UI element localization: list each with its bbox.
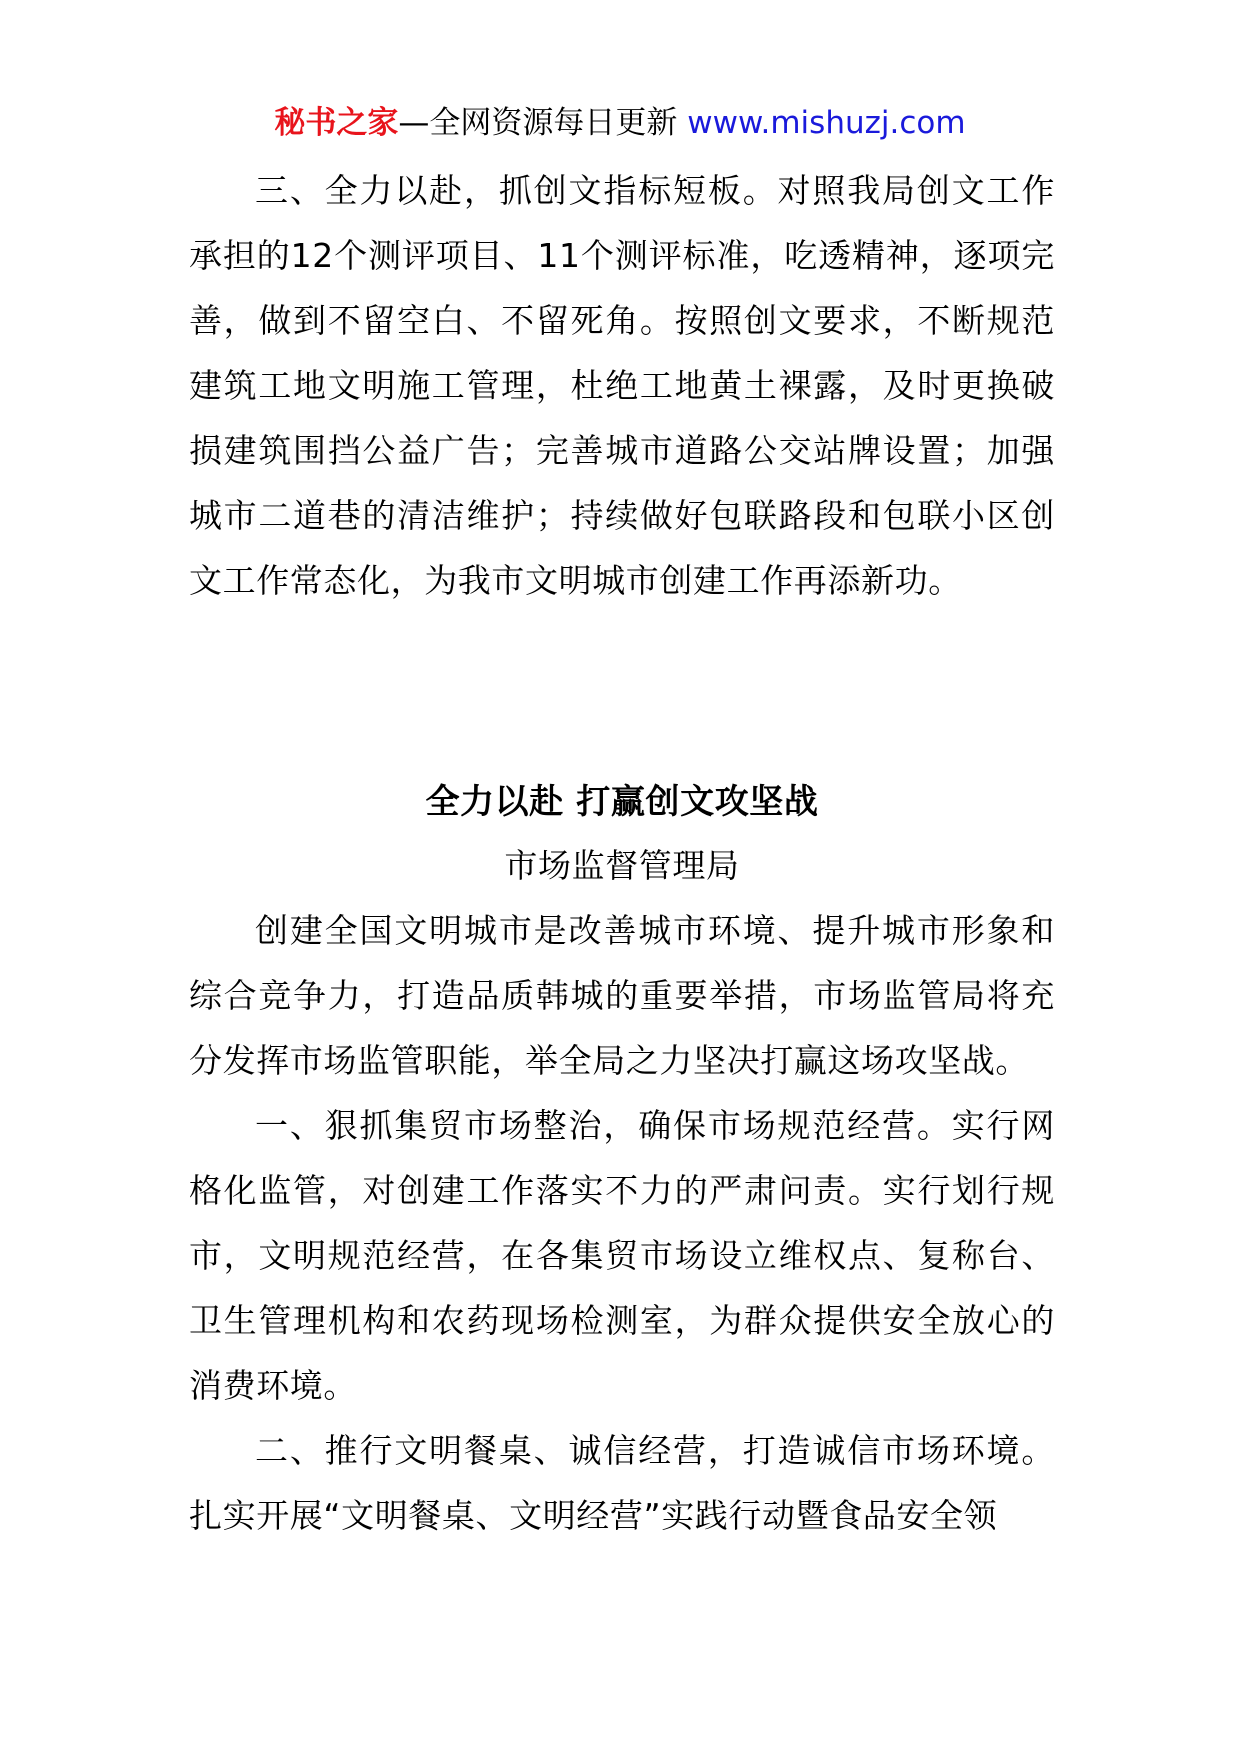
brand-name: 秘书之家 (274, 105, 399, 141)
article-author: 市场监督管理局 (504, 846, 740, 885)
paragraph: 一、狠抓集贸市场整治，确保市场规范经营。实行网格化监管，对创建工作落实不力的严肃问责。实行划行规市，文明规范经营，在各集贸市场设立维权点、复称台、卫生管理机构和农药现场检测室，为群众提供安全放心的消费环境。 (189, 1106, 1055, 1405)
watermark-header (0, 98, 1240, 148)
header-tagline: —全网资源每日更新 (398, 105, 688, 141)
paragraph: 二、推行文明餐桌、诚信经营，打造诚信市场环境。扎实开展“文明餐桌、文明经营”实践行动暨食品安全领 (189, 1431, 1055, 1535)
article (189, 770, 1055, 1548)
paragraph: 创建全国文明城市是改善城市环境、提升城市形象和综合竞争力，打造品质韩城的重要举措，市场监管局将充分发挥市场监管职能，举全局之力坚决打赢这场攻坚战。 (189, 911, 1055, 1080)
previous-section (189, 158, 1055, 613)
paragraph: 三、全力以赴，抓创文指标短板。对照我局创文工作承担的12个测评项目、11个测评标准，吃透精神，逐项完善，做到不留空白、不留死角。按照创文要求，不断规范建筑工地文明施工管理，杜绝工地黄土裸露，及时更换破损建筑围挡公益广告；完善城市道路公交站牌设置；加强城市二道巷的清洁维护；持续做好包联路段和包联小区创文工作常态化，为我市文明城市创建工作再添新功。 (189, 171, 1055, 600)
website-link[interactable]: www.mishuzj.com (687, 105, 966, 141)
article-title: 全力以赴 打赢创文攻坚战 (425, 782, 819, 822)
